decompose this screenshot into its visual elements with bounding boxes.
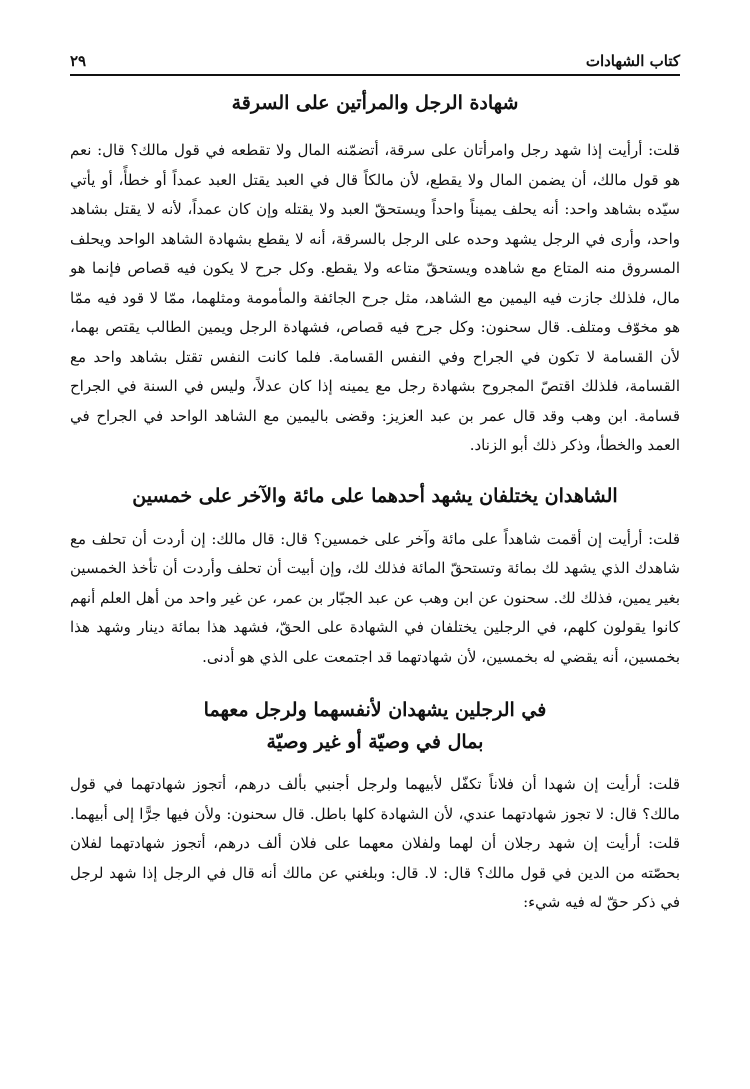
section-title: شهادة الرجل والمرأتين على السرقة [231, 92, 519, 114]
section-paragraph: قلت: أرأيت إن شهدا أن فلاناً تكفّل لأبيهما ولرجل أجنبي بألف درهم، أتجوز شهادتهما في قول مالك؟ قال: لا تجوز شهادتهما عندي، لأن الشهادة كلها باطل. قال سحنون: ولأن فيها جرًّا إلى أبيهما. قلت: أرأيت إن شهد رجلان أن لهما ولفلان معهما على فلان ألف درهم، أتجوز شهادتهما لفلان بحصّته من الدين في قول مالك؟ قال: لا. قال: وبلغني عن مالك أنه قال في الرجل إذا شهد لرجل في ذكر حقّ له فيه شيء: [70, 775, 680, 911]
page-number: ٢٩ [70, 52, 87, 70]
section-paragraph: قلت: أرأيت إن أقمت شاهداً على مائة وآخر على خمسين؟ قال: قال مالك: إن أردت أن تحلف مع شاهدك الذي يشهد لك بمائة وتستحقّ المائة فذلك لك، وإن أبيت أن تحلف وأردت أن تأخذ الخمسين بغير يمين، فذلك لك. سحنون عن ابن وهب عن عبد الجبّار بن عمر، عن غير واحد من أهل العلم أنهم كانوا يقولون كلهم، في الرجلين يختلفان في الشهادة على الحقّ، فشهد هذا بمائة دينار وشهد هذا بخمسين، أنه يقضي له بخمسين، لأن شهادتهما قد اجتمعت على الذي هو أدنى. [70, 529, 680, 666]
book-title: كتاب الشهادات [585, 52, 680, 70]
section-title [70, 694, 680, 758]
page-content [70, 88, 680, 918]
running-header [70, 44, 680, 76]
section-paragraph: قلت: أرأيت إذا شهد رجل وامرأتان على سرقة، أتضمّنه المال ولا تقطعه في قول مالك؟ قال: نعم هو قول مالك، أن يضمن المال ولا يقطع، لأن مالكاً قال في العبد يقتل العبد عمداً أو خطأً، أو يأتي سيّده بشاهد واحد: أنه يحلف يميناً واحداً ويستحقّ العبد ولا يقتله وإن كان عمداً، لأنه لا يقتل بشاهد واحد، وأرى في الرجل يشهد وحده على الرجل بالسرقة، أنه لا يقطع بشهادة الشاهد الواحد ويحلف المسروق منه المتاع مع شاهده ويستحقّ متاعه ولا يقطع. وكل جرح لا يكون فيه قصاص فإنما هو مال، فلذلك جازت فيه اليمين مع الشاهد، مثل جرح الجائفة والمأمومة ومثلهما، ممّا لا قود فيه ممّا هو مخوّف ومتلف. قال سحنون: وكل جرح فيه قصاص، فشهادة الرجل ويمين الطالب يقتص بهما، لأن القسامة لا تكون في الجراح وفي النفس القسامة. فلما كانت النفس تقتل بشاهد واحد مع القسامة، فلذلك اقتصّ المجروح بشهادة رجل مع يمينه إذا كان عدلاً، وليس في السنة في الجراح قسامة. ابن وهب وقد قال عمر بن عبد العزيز: وقضى باليمين مع الشاهد الواحد في الجراح في العمد والخطأ، وذكر ذلك أبو الزناد. [70, 141, 680, 454]
section-title-line: بمال في وصيّة أو غير وصيّة [266, 731, 484, 753]
section-title-line: في الرجلين يشهدان لأنفسهما ولرجل معهما [203, 699, 547, 721]
section-title: الشاهدان يختلفان يشهد أحدهما على مائة والآخر على خمسين [132, 484, 618, 507]
